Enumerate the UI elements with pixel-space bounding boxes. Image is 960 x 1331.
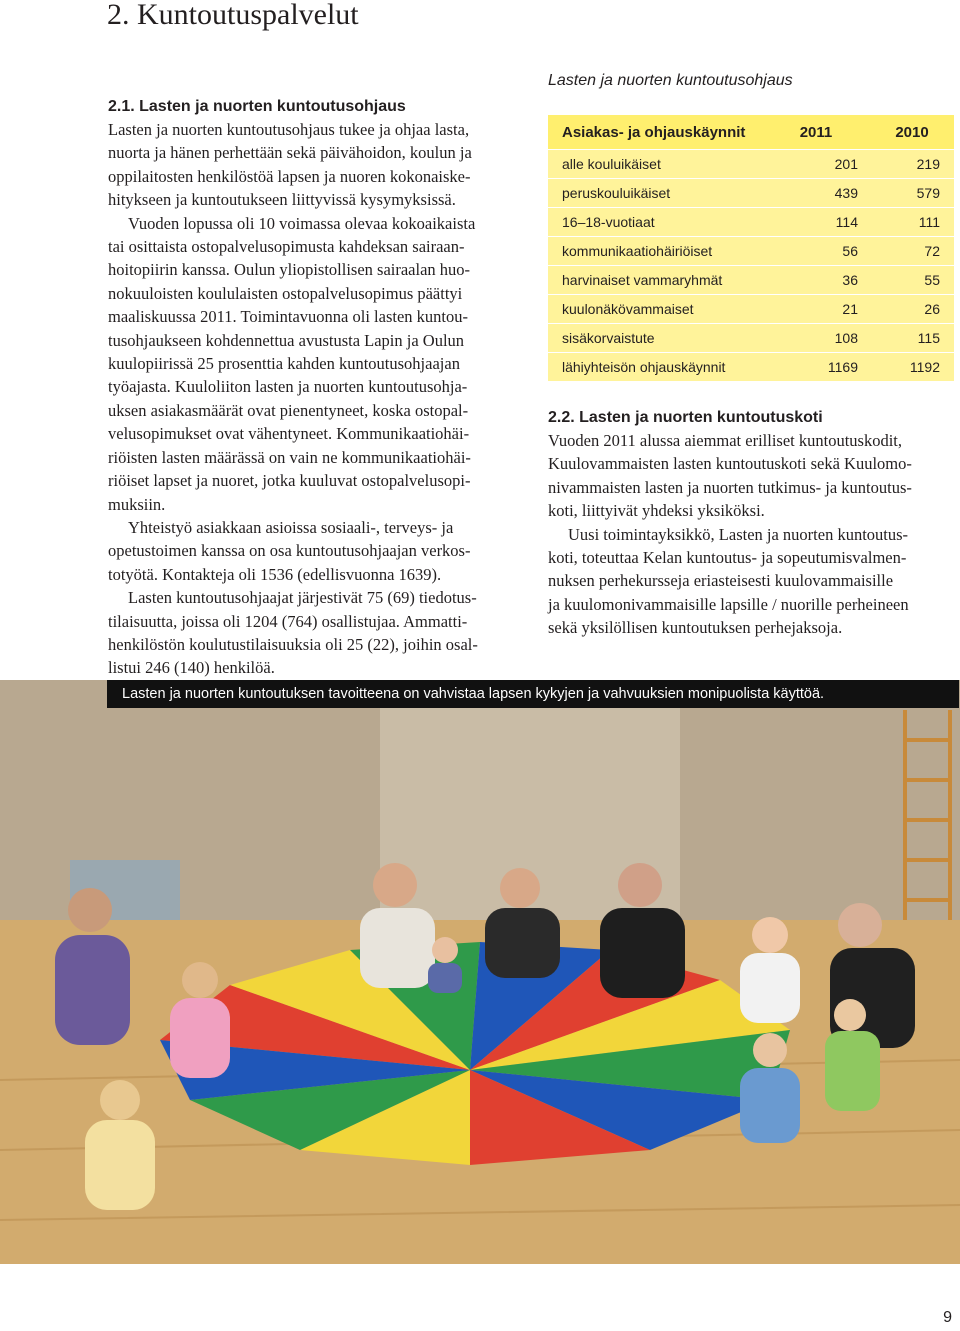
table-row <box>548 265 954 294</box>
row-value-2010: 579 <box>916 185 940 201</box>
right-column <box>548 70 954 640</box>
text-line: Lasten kuntoutusohjaajat järjestivät 75 (69) tiedotus- <box>128 588 477 608</box>
text-line: listui 246 (140) henkilöä. <box>108 658 275 678</box>
text-line: tusohjaukseen kohdennettua avustusta Lapin ja Oulun <box>108 330 465 350</box>
text-line: uksen asiakasmäärät ovat pienentyneet, koska ostopal- <box>108 400 469 420</box>
table-row <box>548 207 954 236</box>
text-line: totyötä. Kontakteja oli 1536 (edellisvuonna 1639). <box>108 564 442 584</box>
header-label: Asiakas- ja ohjauskäynnit <box>562 123 746 141</box>
text-line: Vuoden 2011 alussa aiemmat erilliset kuntoutuskodit, <box>548 431 903 450</box>
header-col-2010: 2010 <box>895 123 929 141</box>
page-number: 9 <box>943 1309 952 1326</box>
text-line: riöisten lasten määrässä on vain ne kommunikaatiohäi- <box>108 447 471 467</box>
row-label: kommunikaatiohäiriöiset <box>562 243 713 259</box>
text-line: maaliskuussa 2011. Toimintavuonna oli lasten kuntou- <box>108 307 468 327</box>
table-row <box>548 323 954 352</box>
paragraph-rehab-home <box>548 429 954 523</box>
page-title: 2. Kuntoutuspalvelut <box>107 0 359 31</box>
row-value-2010: 219 <box>916 156 940 172</box>
text-line: Uusi toimintayksikkö, Lasten ja nuorten kuntoutus- <box>568 524 909 544</box>
row-value-2011: 21 <box>842 301 858 317</box>
row-label: kuulonäkövammaiset <box>562 301 694 317</box>
row-value-2011: 1169 <box>827 359 858 375</box>
text-line: Lasten ja nuorten kuntoutusohjaus tukee ja ohjaa lasta, <box>108 120 470 139</box>
row-value-2010: 1192 <box>909 359 940 375</box>
paragraph-new-unit <box>548 523 954 640</box>
text-line: tai osittaista ostopalvelusopimusta kahdeksan sairaan- <box>108 237 465 257</box>
text-line: kuulopiirissä 25 prosenttia kahden kuntoutusohjaajan <box>108 354 460 374</box>
section-heading-2-1: 2.1. Lasten ja nuorten kuntoutusohjaus <box>108 98 406 115</box>
text-line: hoitopiirin kanssa. Oulun yliopistollisen sairaalan huo- <box>108 260 471 280</box>
text-line: Yhteistyö asiakkaan asioissa sosiaali-, terveys- ja <box>128 517 454 537</box>
row-value-2010: 72 <box>924 243 940 259</box>
row-value-2011: 439 <box>834 185 858 201</box>
table-row <box>548 149 954 178</box>
text-line: muksiin. <box>108 494 166 514</box>
section-heading-2-2: 2.2. Lasten ja nuorten kuntoutuskoti <box>548 409 823 426</box>
text-line: velusopimukset ovat vähentyneet. Kommunikaatiohäi- <box>108 424 470 444</box>
row-value-2010: 115 <box>917 330 940 346</box>
photo-caption: Lasten ja nuorten kuntoutuksen tavoitteena on vahvistaa lapsen kykyjen ja vahvuuksien monipuolista käyttöä. <box>107 680 959 708</box>
paragraph-contracts <box>108 212 516 516</box>
table-row <box>548 236 954 265</box>
table-title: Lasten ja nuorten kuntoutusohjaus <box>548 72 793 89</box>
left-column <box>108 96 516 680</box>
text-line: nuksen perhekursseja eriasteisesti kuulovammaisille <box>548 571 894 591</box>
text-line: opetustoimen kanssa on osa kuntoutusohjaajan verkos- <box>108 541 471 561</box>
row-label: harvinaiset vammaryhmät <box>562 272 723 288</box>
text-line: koti, toteuttaa Kelan kuntoutus- ja sopeutumisvalmen- <box>548 548 907 568</box>
text-line: hitykseen ja kuntoutukseen liittyvissä kysymyksissä. <box>108 190 456 210</box>
photo-illustration <box>0 680 960 1264</box>
text-line: oppilaitosten henkilöstöä lapsen ja nuoren kokonaiske- <box>108 166 471 186</box>
row-value-2010: 55 <box>924 272 940 288</box>
text-line: nokuuloisten koululaisten ostopalvelusopimus päättyi <box>108 283 463 303</box>
row-value-2011: 36 <box>842 272 858 288</box>
text-line: Vuoden lopussa oli 10 voimassa olevaa kokoaikaista <box>128 213 476 233</box>
paragraph-events <box>108 586 516 680</box>
table-header-row <box>548 115 954 149</box>
row-label: sisäkorvaistute <box>562 330 655 346</box>
text-line: tilaisuutta, joissa oli 1204 (764) osallistujaa. Ammatti- <box>108 611 468 631</box>
row-value-2011: 201 <box>834 156 858 172</box>
paragraph-cooperation <box>108 516 516 586</box>
row-label: lähiyhteisön ohjauskäynnit <box>562 359 726 375</box>
text-line: nivammaisten lasten ja nuorten tutkimus- ja kuntoutus- <box>548 477 912 497</box>
text-line: Kuulovammaisten lasten kuntoutuskoti sekä Kuulomo- <box>548 454 912 474</box>
text-line: työajasta. Kuuloliiton lasten ja nuorten kuntoutusohja- <box>108 377 468 397</box>
row-value-2011: 114 <box>835 214 858 230</box>
text-line: nuorta ja hänen perhettään sekä päivähoidon, koulun ja <box>108 143 472 163</box>
text-line: koti, liittyivät yhdeksi yksiköksi. <box>548 501 765 521</box>
row-value-2010: 111 <box>918 214 940 230</box>
row-value-2011: 108 <box>834 330 858 346</box>
stats-table <box>548 115 954 381</box>
paragraph-intro <box>108 118 516 212</box>
photo-parachute-play <box>0 680 960 1264</box>
header-col-2011: 2011 <box>799 123 833 141</box>
table-row <box>548 178 954 207</box>
text-line: ja kuulomonivammaisille lapsille / nuorille perheineen <box>548 594 909 614</box>
row-value-2010: 26 <box>924 301 940 317</box>
row-label: peruskouluikäiset <box>562 185 671 201</box>
row-value-2011: 56 <box>842 243 858 259</box>
text-line: henkilöstön koulutustilaisuuksia oli 25 (22), joihin osal- <box>108 634 478 654</box>
text-line: riöiset lapset ja nuoret, jotka kuuluvat ostopalvelusopi- <box>108 471 471 491</box>
text-line: sekä yksilöllisen kuntoutuksen perhejaksoja. <box>548 618 843 638</box>
row-label: 16–18-vuotiaat <box>562 214 655 230</box>
table-row <box>548 294 954 323</box>
table-row <box>548 352 954 381</box>
row-label: alle kouluikäiset <box>562 156 661 172</box>
